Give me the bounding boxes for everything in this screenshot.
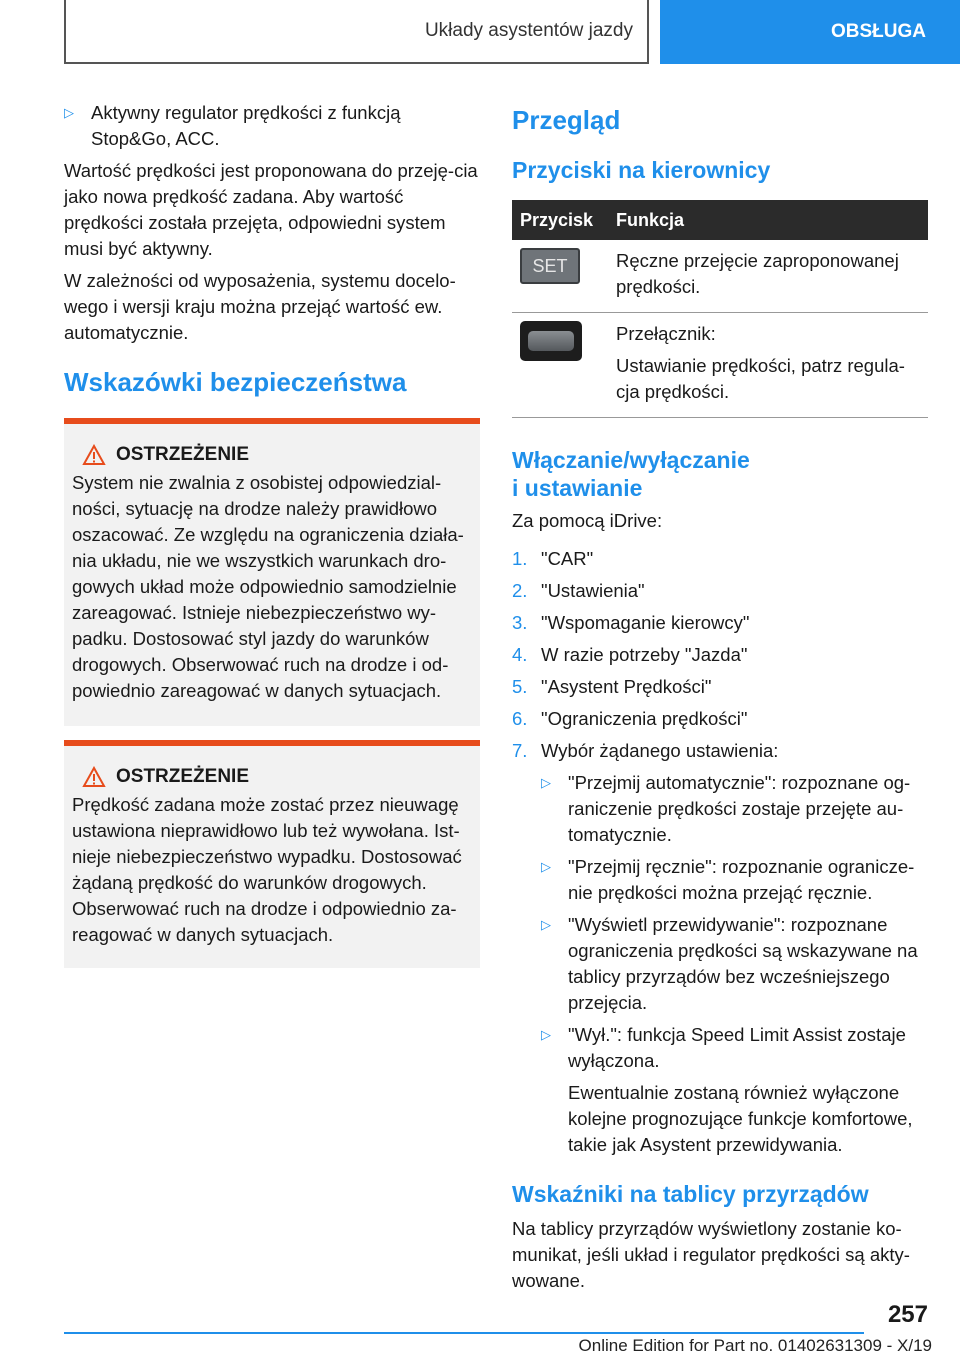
list-item: [541, 770, 928, 848]
step-number: 4.: [512, 644, 528, 665]
section-title: Układy asystentów jazdy: [64, 0, 649, 64]
triangle-bullet-icon: ▷: [64, 105, 74, 120]
triangle-bullet-icon: ▷: [541, 775, 551, 790]
list-item: [512, 674, 928, 700]
step-text: "Ograniczenia prędkości": [541, 708, 748, 729]
table-row: [512, 313, 928, 418]
warning-icon: [82, 444, 106, 466]
step-number: 1.: [512, 548, 528, 569]
overview-heading: Przegląd: [512, 105, 621, 135]
warning-title-row: [82, 766, 472, 788]
step-number: 7.: [512, 740, 528, 761]
warning-icon: [82, 766, 106, 788]
list-item: [541, 1022, 928, 1074]
list-item: [541, 912, 928, 1016]
step-text: "CAR": [541, 548, 594, 569]
onoff-heading-line: Włączanie/wyłączanie: [512, 447, 750, 473]
paragraph: Za pomocą iDrive:: [512, 510, 663, 531]
step-text: "Ustawienia": [541, 580, 645, 601]
buttons-table: [512, 200, 928, 418]
sub-options: [541, 770, 928, 1158]
table-cell: [608, 313, 928, 418]
bullet-text: "Przejmij ręcznie": rozpoznanie ogranicze-nie prędkości można przejąć ręcznie.: [568, 856, 915, 903]
page-number: 257: [887, 1301, 928, 1328]
list-item: [512, 738, 928, 764]
triangle-bullet-icon: ▷: [541, 859, 551, 874]
step-number: 6.: [512, 708, 528, 729]
warning-title: OSTRZEŻENIE: [116, 444, 250, 465]
warning-title: OSTRZEŻENIE: [116, 766, 250, 787]
table-cell: [512, 313, 608, 418]
right-column: [512, 100, 928, 1294]
table-cell: [512, 240, 608, 313]
table-header-row: [512, 200, 928, 240]
cell-text: Ustawianie prędkości, patrz regula-cja prędkości.: [616, 355, 905, 402]
table-cell: Ręczne przejęcie zaproponowanej prędkości.: [608, 240, 928, 313]
onoff-heading-line: i ustawianie: [512, 475, 643, 501]
triangle-bullet-icon: ▷: [541, 1027, 551, 1042]
list-item: [64, 100, 480, 152]
list-item: [512, 546, 928, 572]
list-item: [512, 706, 928, 732]
safety-heading: Wskazówki bezpieczeństwa: [64, 367, 407, 397]
paragraph: Wartość prędkości jest proponowana do przeję-cia jako nowa prędkość zadana. Aby wartość prędkości została przejęta, odpowiedni system musi być aktywny.: [64, 160, 478, 259]
edition-text: Online Edition for Part no. 01402631309 - X/19: [578, 1336, 932, 1355]
list-item: [512, 610, 928, 636]
bullet-text: "Wyświetl przewidywanie": rozpoznane ograniczenia prędkości są wskazywane na tablicy przyrządów bez wcześniejszego przejęcia.: [568, 914, 918, 1013]
warning-text: Prędkość zadana może zostać przez nieuwagę ustawiona nieprawidłowo lub też wywołana. Ist-nieje niebezpieczeństwo wypadku. Dostosować żądaną prędkość do warunków drogowych. Obserwować ruch na drodze i odpowiednio za-reagować w danych sytuacjach.: [72, 794, 462, 945]
step-number: 5.: [512, 676, 528, 697]
bullet-text: "Przejmij automatycznie": rozpoznane og-raniczenie prędkości zostaje przejęte au-tomatycznie.: [568, 772, 911, 845]
step-text: "Wspomaganie kierowcy": [541, 612, 750, 633]
chapter-tab[interactable]: OBSŁUGA: [660, 0, 960, 64]
paragraph: W zależności od wyposażenia, systemu docelo-wego i wersji kraju można przejąć wartość ew. automatycznie.: [64, 270, 456, 343]
indicators-heading: Wskaźniki na tablicy przyrządów: [512, 1181, 869, 1207]
buttons-heading: Przyciski na kierownicy: [512, 157, 771, 183]
table-row: [512, 240, 928, 313]
list-item: [512, 642, 928, 668]
steps-list: [512, 546, 928, 764]
left-column: [64, 100, 480, 968]
onoff-heading: [512, 446, 928, 502]
warning-box: [64, 418, 480, 726]
list-item: [541, 854, 928, 906]
step-text: Wybór żądanego ustawienia:: [541, 740, 779, 761]
warning-title-row: [82, 444, 472, 466]
step-text: "Asystent Prędkości": [541, 676, 712, 697]
bullet-text: "Wył.": funkcja Speed Limit Assist zostaje wyłączona.: [568, 1024, 906, 1071]
column-header: Przycisk: [512, 200, 608, 240]
bullet-text: Aktywny regulator prędkości z funkcją Stop&Go, ACC.: [91, 102, 401, 149]
footer-divider: [64, 1332, 864, 1334]
step-text: W razie potrzeby "Jazda": [541, 644, 748, 665]
paragraph: Na tablicy przyrządów wyświetlony zostanie ko-munikat, jeśli układ i regulator prędkości są akty-wowane.: [512, 1218, 910, 1291]
triangle-bullet-icon: ▷: [541, 917, 551, 932]
cell-text: Przełącznik:: [616, 323, 716, 344]
sub-note: Ewentualnie zostaną również wyłączone kolejne prognozujące funkcje komfortowe, takie jak Asystent przewidywania.: [568, 1082, 913, 1155]
warning-box: [64, 740, 480, 968]
list-item: [512, 578, 928, 604]
column-header: Funkcja: [608, 200, 928, 240]
warning-text: System nie zwalnia z osobistej odpowiedzial-ności, sytuację na drodze należy prawidłowo oszacować. Ze względu na ograniczenia działa-nia układu, nie we wszystkich warunkach dro-gowych układ może odpowiednio samodzielnie zareagować. Istnieje niebezpieczeństwo wy-padku. Dostosować styl jazdy do warunków drogowych. Obserwować ruch na drodze i od-powiednio zareagować w danych sytuacjach.: [72, 472, 464, 701]
set-button-icon: SET: [520, 248, 580, 284]
step-number: 2.: [512, 580, 528, 601]
rocker-switch-icon: [520, 321, 582, 361]
step-number: 3.: [512, 612, 528, 633]
page-header: [0, 0, 960, 66]
